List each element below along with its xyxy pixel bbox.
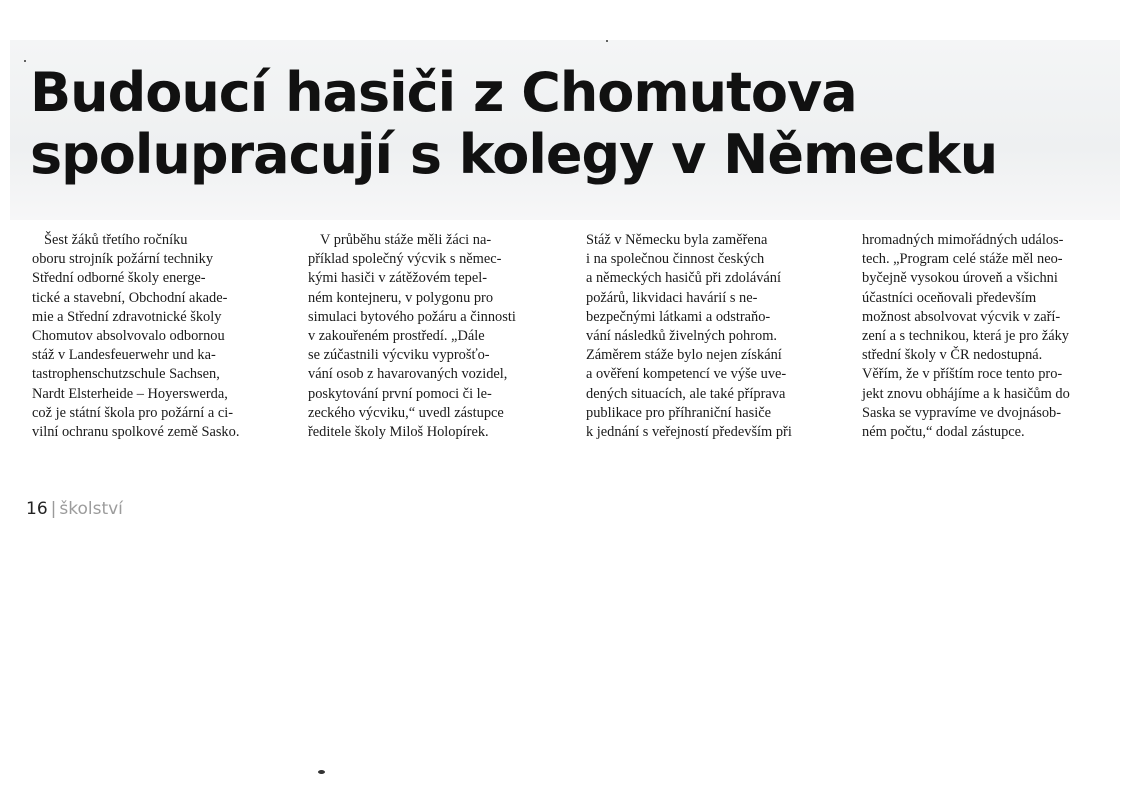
headline-line-1: Budoucí hasiči z Chomutova <box>30 61 857 124</box>
body-line: požárů, likvidaci havárií s ne- <box>586 289 758 306</box>
body-line: byčejně vysokou úroveň a všichni <box>862 270 1058 287</box>
body-line: hromadných mimořádných událos- <box>862 232 1064 248</box>
body-line: vání následků živelných pohrom. <box>586 328 778 345</box>
body-line: stáž v Landesfeuerwehr und ka- <box>32 347 216 364</box>
section-name: školství <box>59 499 123 519</box>
body-line: Nardt Elsterheide – Hoyerswerda, <box>32 385 228 402</box>
body-line: v zakouřeném prostředí. „Dále <box>308 328 485 345</box>
body-line: Střední odborné školy energe- <box>32 270 206 287</box>
headline-line-2: spolupracují s kolegy v Německu <box>30 123 998 186</box>
page-footer <box>26 497 123 521</box>
body-line: Záměrem stáže bylo nejen získání <box>586 347 782 364</box>
body-line: zení a s technikou, která je pro žáky <box>862 328 1069 345</box>
article-column-1 <box>32 231 287 442</box>
body-line: a německých hasičů při zdolávání <box>586 270 781 287</box>
body-line: Stáž v Německu byla zaměřena <box>586 232 768 248</box>
body-line: poskytování první pomoci či le- <box>308 385 492 402</box>
body-line: kými hasiči v zátěžovém tepel- <box>308 270 488 287</box>
body-line: zeckého výcviku,“ uvedl zástupce <box>308 404 504 421</box>
scan-speck <box>606 40 608 42</box>
body-line: což je státní škola pro požární a ci- <box>32 404 233 421</box>
body-line: vilní ochranu spolkové země Sasko. <box>32 424 240 441</box>
article-column-3 <box>586 231 846 442</box>
scan-speck <box>318 770 325 774</box>
body-line: Šest žáků třetího ročníku <box>44 232 188 248</box>
body-line: možnost absolvovat výcvik v zaří- <box>862 308 1061 325</box>
page-number: 16 <box>26 499 48 519</box>
footer-separator: | <box>50 499 57 519</box>
article-column-4 <box>862 231 1124 442</box>
body-line: a ověření kompetencí ve výše uve- <box>586 366 787 383</box>
body-line: tech. „Program celé stáže měl neo- <box>862 251 1063 268</box>
body-line: Věřím, že v příštím roce tento pro- <box>862 366 1063 383</box>
body-line: Chomutov absolvovalo odbornou <box>32 328 225 345</box>
body-line: bezpečnými látkami a odstraňo- <box>586 308 771 325</box>
body-line: se zúčastnili výcviku vyprošťo- <box>308 347 490 364</box>
body-line: účastníci oceňovali především <box>862 289 1037 306</box>
body-line: jekt znovu obhájíme a k hasičům do <box>862 385 1070 402</box>
body-line: V průběhu stáže měli žáci na- <box>320 232 492 248</box>
scan-speck <box>24 60 26 62</box>
body-line: publikace pro příhraniční hasiče <box>586 404 772 421</box>
article-headline <box>30 62 1120 186</box>
body-line: střední školy v ČR nedostupná. <box>862 347 1043 364</box>
body-line: ném kontejneru, v polygonu pro <box>308 289 494 306</box>
article-column-2 <box>308 231 568 442</box>
body-line: tastrophenschutzschule Sachsen, <box>32 366 220 383</box>
body-line: vání osob z havarovaných vozidel, <box>308 366 508 383</box>
body-line: Saska se vypravíme ve dvojnásob- <box>862 404 1062 421</box>
body-line: i na společnou činnost českých <box>586 251 765 268</box>
body-line: mie a Střední zdravotnické školy <box>32 308 222 325</box>
body-line: dených situacích, ale také příprava <box>586 385 786 402</box>
body-line: ředitele školy Miloš Holopírek. <box>308 424 489 441</box>
body-line: tické a stavební, Obchodní akade- <box>32 289 228 306</box>
body-line: příklad společný výcvik s němec- <box>308 251 502 268</box>
body-line: simulaci bytového požáru a činnosti <box>308 308 516 325</box>
body-line: ném počtu,“ dodal zástupce. <box>862 424 1025 441</box>
body-line: k jednání s veřejností především při <box>586 424 792 441</box>
body-line: oboru strojník požární techniky <box>32 251 214 268</box>
